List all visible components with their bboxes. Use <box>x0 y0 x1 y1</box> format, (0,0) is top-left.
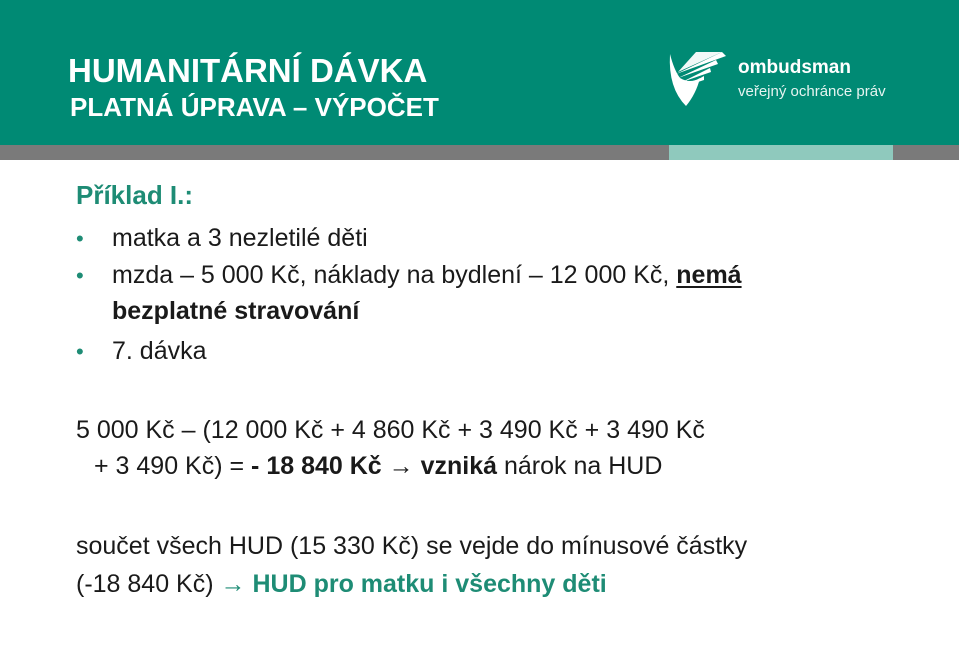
logo-name: ombudsman <box>738 57 851 78</box>
calc-line: 5 000 Kč – (12 000 Kč + 4 860 Kč + 3 490 Kč + 3 490 Kč <box>76 416 705 444</box>
bullet-item: matka a 3 nezletilé děti <box>112 224 368 252</box>
bullet-item-continuation: bezplatné stravování <box>112 297 360 325</box>
page-title: HUMANITÁRNÍ DÁVKA <box>68 52 428 89</box>
bullet-text: mzda – 5 000 Kč, náklady na bydlení – 12 000 Kč, <box>112 261 677 289</box>
calc-emphasis: vzniká <box>420 452 498 480</box>
calc-result: - 18 840 Kč <box>251 452 382 480</box>
page-subtitle: PLATNÁ ÚPRAVA – VÝPOČET <box>70 92 439 122</box>
bullet-item: 7. dávka <box>112 337 207 365</box>
calc-text: nárok na HUD <box>497 452 663 480</box>
bullet-item <box>112 261 742 290</box>
ombudsman-logo <box>666 48 926 110</box>
ombudsman-logo-icon <box>666 48 730 108</box>
summary-line: součet všech HUD (15 330 Kč) se vejde do mínusové částky <box>76 532 748 560</box>
bullet-icon: • <box>76 339 84 364</box>
calc-text: + 3 490 Kč) = <box>94 452 252 480</box>
example-heading: Příklad I.: <box>76 180 194 210</box>
bullet-icon: • <box>76 263 84 288</box>
calc-line <box>94 452 662 481</box>
bullet-icon: • <box>76 226 84 251</box>
header-bar <box>0 0 959 145</box>
arrow-text: → <box>381 452 421 480</box>
summary-line <box>76 570 607 599</box>
summary-text: (-18 840 Kč) <box>76 570 221 598</box>
bullet-emphasis: nemá <box>676 261 742 289</box>
divider-band-accent <box>669 145 893 160</box>
summary-conclusion: → HUD pro matku i všechny děti <box>220 570 607 598</box>
logo-subtitle: veřejný ochránce práv <box>738 83 886 100</box>
